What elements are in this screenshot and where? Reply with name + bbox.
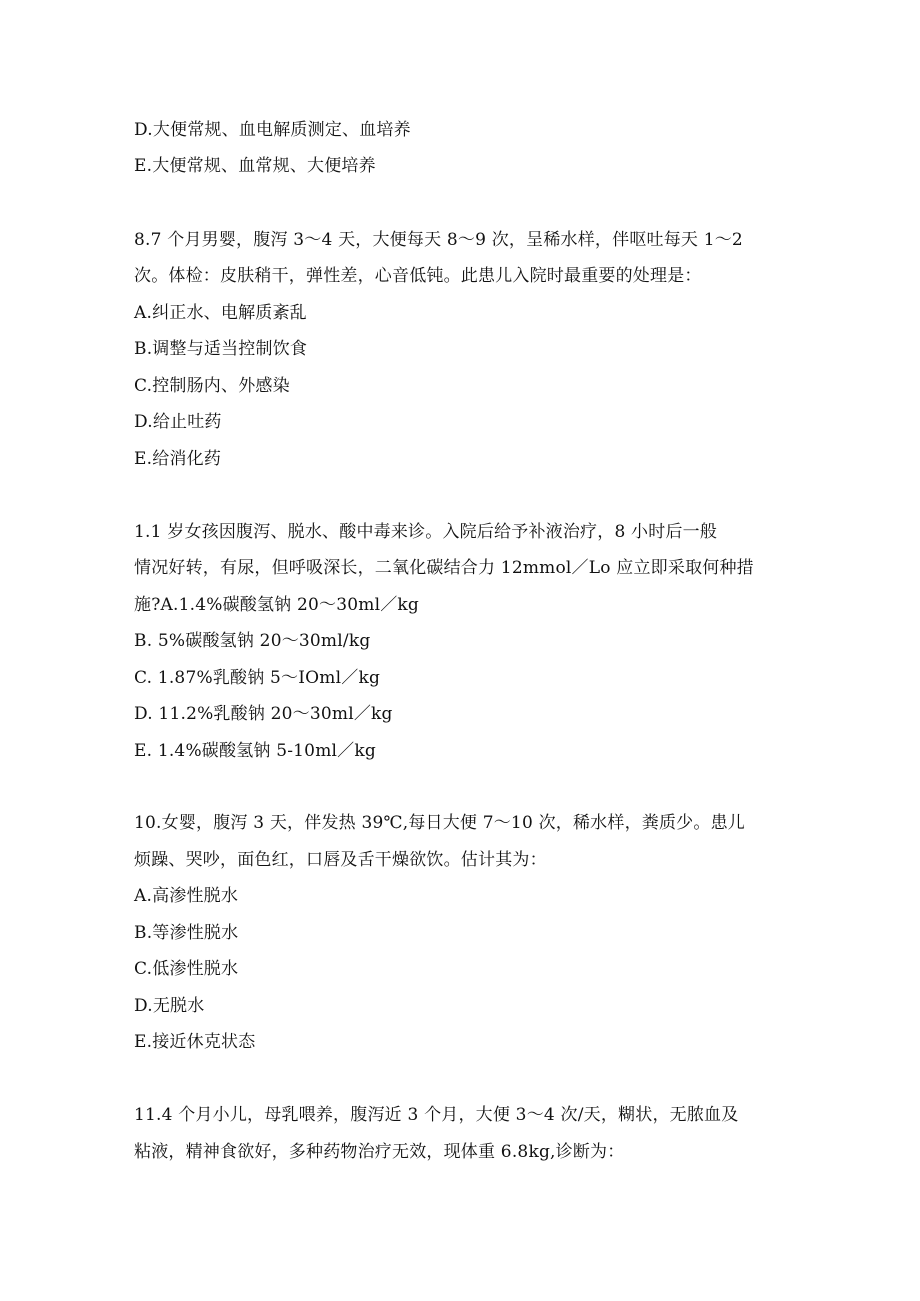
- q8-stem-line-2: 次。体检：皮肤稍干，弹性差，心音低钝。此患儿入院时最重要的处理是：: [134, 266, 702, 286]
- q8-option-c: C.控制肠内、外感染: [134, 376, 290, 396]
- q9-option-c: C. 1.87%乳酸钠 5～IOml／kg: [134, 668, 381, 688]
- prev-option-d: D.大便常规、血电解质测定、血培养: [134, 120, 411, 140]
- q10-stem-line-1: 10.女婴，腹泻 3 天，伴发热 39℃,每日大便 7～10 次，稀水样，粪质少。患儿: [134, 813, 745, 833]
- q9-stem-line-3: 施?A.1.4%碳酸氢钠 20～30ml／kg: [134, 595, 419, 615]
- q10-option-b: B.等渗性脱水: [134, 923, 239, 943]
- q10-stem-line-2: 烦躁、哭吵，面色红，口唇及舌干燥欲饮。估计其为：: [134, 850, 547, 870]
- prev-option-e: E.大便常规、血常规、大便培养: [134, 156, 376, 176]
- q8-option-e: E.给消化药: [134, 449, 222, 469]
- q8-option-b: B.调整与适当控制饮食: [134, 339, 308, 359]
- q10-option-a: A.高渗性脱水: [134, 886, 239, 906]
- q8-option-a: A.纠正水、电解质紊乱: [134, 303, 307, 323]
- q8-stem-line-1: 8.7 个月男婴，腹泻 3～4 天，大便每天 8～9 次，呈稀水样，伴呕吐每天 1～2: [134, 230, 743, 250]
- q9-stem-line-2: 情况好转，有尿，但呼吸深长，二氧化碳结合力 12mmol／Lo 应立即采取何种措: [134, 558, 754, 578]
- q9-option-d: D. 11.2%乳酸钠 20～30ml／kg: [134, 704, 393, 724]
- q9-stem-line-1: 1.1 岁女孩因腹泻、脱水、酸中毒来诊。入院后给予补液治疗，8 小时后一般: [134, 522, 718, 542]
- q10-option-e: E.接近休克状态: [134, 1032, 256, 1052]
- q8-option-d: D.给止吐药: [134, 412, 222, 432]
- q9-option-b: B. 5%碳酸氢钠 20～30ml/kg: [134, 631, 371, 651]
- q10-option-d: D.无脱水: [134, 996, 205, 1016]
- q10-option-c: C.低渗性脱水: [134, 959, 239, 979]
- q9-option-e: E. 1.4%碳酸氢钠 5-10ml／kg: [134, 741, 376, 761]
- q11-stem-line-2: 粘液，精神食欲好，多种药物治疗无效，现体重 6.8kg,诊断为：: [134, 1142, 625, 1162]
- q11-stem-line-1: 11.4 个月小儿，母乳喂养，腹泻近 3 个月，大便 3～4 次/天，糊状，无脓血及: [134, 1105, 739, 1125]
